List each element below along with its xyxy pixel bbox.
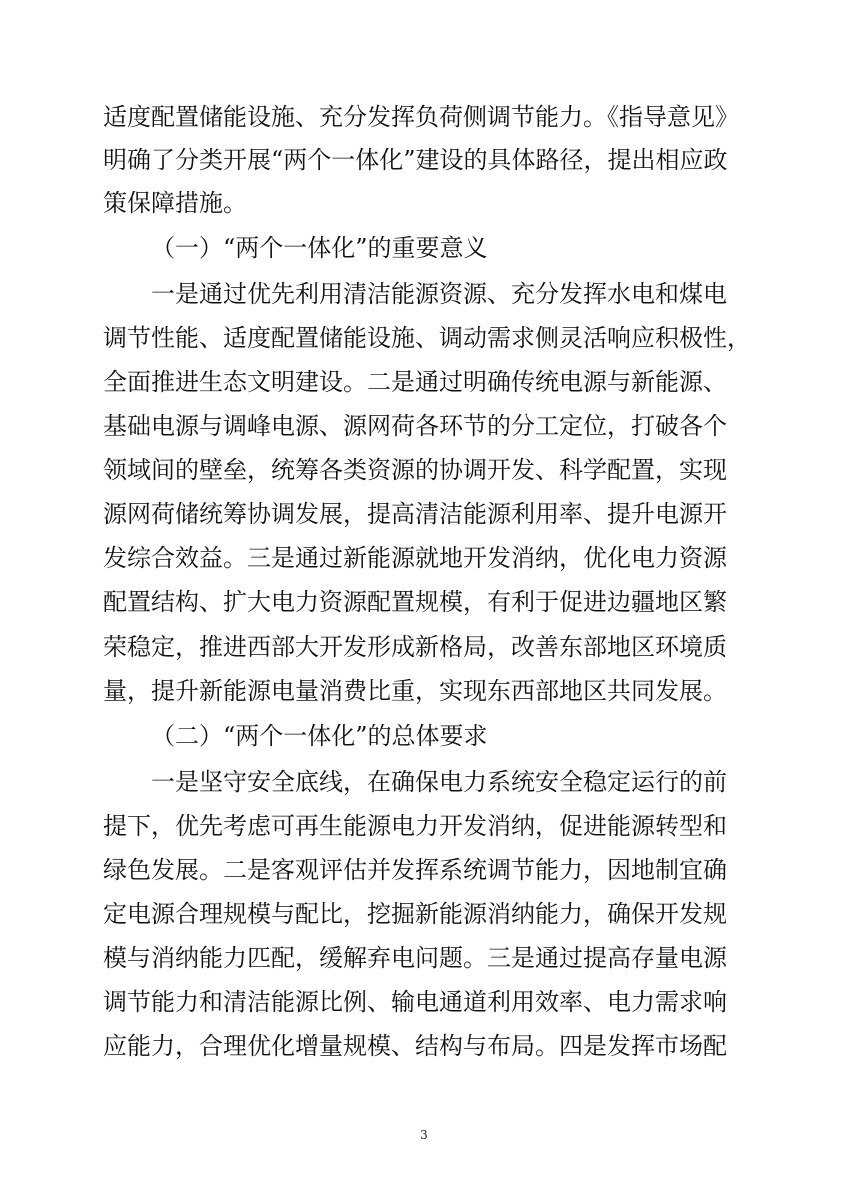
paragraph-line: 源网荷储统筹协调发展，提高清洁能源利用率、提升电源开 <box>103 500 727 528</box>
page-number: 3 <box>420 1128 428 1142</box>
paragraph-line: 量，提升新能源电量消费比重，实现东西部地区共同发展。 <box>103 677 727 705</box>
paragraph-line: 领域间的壁垒，统筹各类资源的协调开发、科学配置，实现 <box>103 456 727 484</box>
paragraph-line: 明确了分类开展“两个一体化”建设的具体路径，提出相应政 <box>103 146 728 174</box>
paragraph-line: 模与消纳能力匹配，缓解弃电问题。三是通过提高存量电源 <box>103 944 727 972</box>
paragraph-line: 适度配置储能设施、充分发挥负荷侧调节能力。《指导意见》 <box>103 103 739 131</box>
paragraph-line: 一是通过优先利用清洁能源资源、充分发挥水电和煤电 <box>151 280 727 308</box>
section-heading: （二）“两个一体化”的总体要求 <box>151 722 488 750</box>
paragraph-line: 荣稳定，推进西部大开发形成新格局，改善东部地区环境质 <box>103 633 727 661</box>
paragraph-line: 策保障措施。 <box>103 189 247 217</box>
paragraph-line: 调节能力和清洁能源比例、输电通道利用效率、电力需求响 <box>103 988 727 1016</box>
paragraph-line: 全面推进生态文明建设。二是通过明确传统电源与新能源、 <box>103 368 727 396</box>
paragraph-line: 基础电源与调峰电源、源网荷各环节的分工定位，打破各个 <box>103 412 727 440</box>
paragraph-line: 发综合效益。三是通过新能源就地开发消纳，优化电力资源 <box>103 544 727 572</box>
paragraph-line: 定电源合理规模与配比，挖掘新能源消纳能力，确保开发规 <box>103 900 727 928</box>
paragraph-line: 配置结构、扩大电力资源配置规模，有利于促进边疆地区繁 <box>103 588 727 616</box>
paragraph-line: 一是坚守安全底线，在确保电力系统安全稳定运行的前 <box>151 768 727 796</box>
paragraph-line: 应能力，合理优化增量规模、结构与布局。四是发挥市场配 <box>103 1032 727 1060</box>
paragraph-line: 绿色发展。二是客观评估并发挥系统调节能力，因地制宜确 <box>103 856 727 884</box>
section-heading: （一）“两个一体化”的重要意义 <box>151 234 488 262</box>
paragraph-line: 提下，优先考虑可再生能源电力开发消纳，促进能源转型和 <box>103 812 727 840</box>
paragraph-line: 调节性能、适度配置储能设施、调动需求侧灵活响应积极性， <box>103 324 751 352</box>
